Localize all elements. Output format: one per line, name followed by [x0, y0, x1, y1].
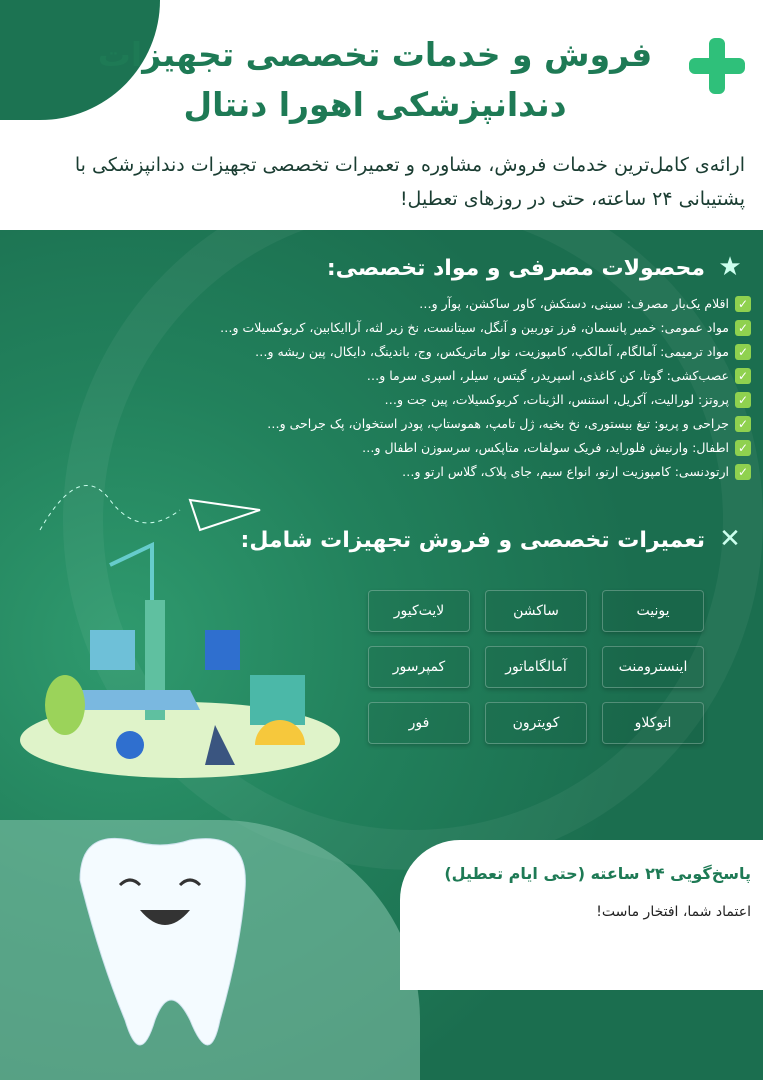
- service-tile: کویترون: [485, 702, 587, 744]
- product-item: [11, 388, 751, 412]
- check-icon: ✓: [735, 296, 751, 312]
- service-tile: یونیت: [602, 590, 704, 632]
- check-icon: ✓: [735, 320, 751, 336]
- service-tile: لایت‌کیور: [368, 590, 470, 632]
- title-line-2: دندانپزشکی اهورا دنتال: [183, 85, 567, 124]
- product-item-text: اقلام یک‌بار مصرف: سینی، دستکش، کاور ساکشن، پوآر و…: [419, 296, 729, 311]
- services-grid: [368, 590, 704, 744]
- product-item-text: اطفال: وارنیش فلوراید، فریک سولفات، متاپکس، سرسوزن اطفال و…: [361, 440, 729, 455]
- check-icon: ✓: [735, 416, 751, 432]
- tooth-mascot-illustration: [40, 820, 280, 1080]
- service-tile: کمپرسور: [368, 646, 470, 688]
- products-list: [11, 292, 751, 484]
- product-item: [11, 340, 751, 364]
- product-item: [11, 436, 751, 460]
- support-box: [400, 840, 763, 990]
- product-item-text: عصب‌کشی: گوتا، کن کاغذی، اسپریدر، گیتس، سیلر، اسپری سرما و…: [366, 368, 729, 383]
- check-icon: ✓: [735, 440, 751, 456]
- product-item-text: مواد ترمیمی: آمالگام، آمالکپ، کامپوزیت، نوار ماتریکس، وج، باندینگ، دایکال، پین ریشه و…: [255, 344, 729, 359]
- paper-plane-icon: [20, 470, 270, 550]
- product-item: [11, 364, 751, 388]
- product-item-text: مواد عمومی: خمیر پانسمان، فرز توربین و آنگل، سیتانست، نخ زیر لثه، آراایکابین، کربوکسیلات و…: [219, 320, 729, 335]
- check-icon: ✓: [735, 464, 751, 480]
- product-item: [11, 292, 751, 316]
- services-heading: تعمیرات تخصصی و فروش تجهیزات شامل:: [240, 528, 705, 553]
- header-panel: [0, 0, 763, 230]
- service-tile: اتوکلاو: [602, 702, 704, 744]
- check-icon: ✓: [735, 368, 751, 384]
- support-text: پاسخ‌گویی ۲۴ ساعته (حتی ایام تعطیل): [444, 864, 751, 883]
- products-icon: ★: [718, 252, 742, 282]
- product-item: [11, 412, 751, 436]
- product-item-text: پروتز: لورالیت، آکریل، استنس، الژینات، کربوکسیلات، پین جت و…: [384, 392, 729, 407]
- title-line-1: فروش و خدمات تخصصی تجهیزات: [97, 35, 653, 74]
- plus-icon: [689, 38, 745, 94]
- page-title: [75, 30, 675, 130]
- check-icon: ✓: [735, 344, 751, 360]
- service-tile: ساکشن: [485, 590, 587, 632]
- service-tile: اینسترومنت: [602, 646, 704, 688]
- slogan-text: اعتماد شما، افتخار ماست!: [596, 904, 751, 920]
- products-heading: محصولات مصرفی و مواد تخصصی:: [326, 256, 705, 281]
- product-item: [11, 316, 751, 340]
- service-tile: آمالگاماتور: [485, 646, 587, 688]
- dental-chair-illustration: [0, 540, 360, 790]
- check-icon: ✓: [735, 392, 751, 408]
- tools-icon: ✕: [719, 524, 741, 554]
- product-item-text: جراحی و پریو: تیغ بیستوری، نخ بخیه، ژل تامپ، هموستاپ، پودر استخوان، پک جراحی و…: [267, 416, 729, 431]
- product-item-text: ارتودنسی: کامپوزیت ارتو، انواع سیم، جای پلاک، گلاس ارتو و…: [401, 464, 729, 479]
- subtitle: ارائه‌ی کامل‌ترین خدمات فروش، مشاوره و تعمیرات تخصصی تجهیزات دندانپزشکی با پشتیبانی ۲۴ ساعته، حتی در روزهای تعطیل!: [74, 154, 745, 210]
- service-tile: فور: [368, 702, 470, 744]
